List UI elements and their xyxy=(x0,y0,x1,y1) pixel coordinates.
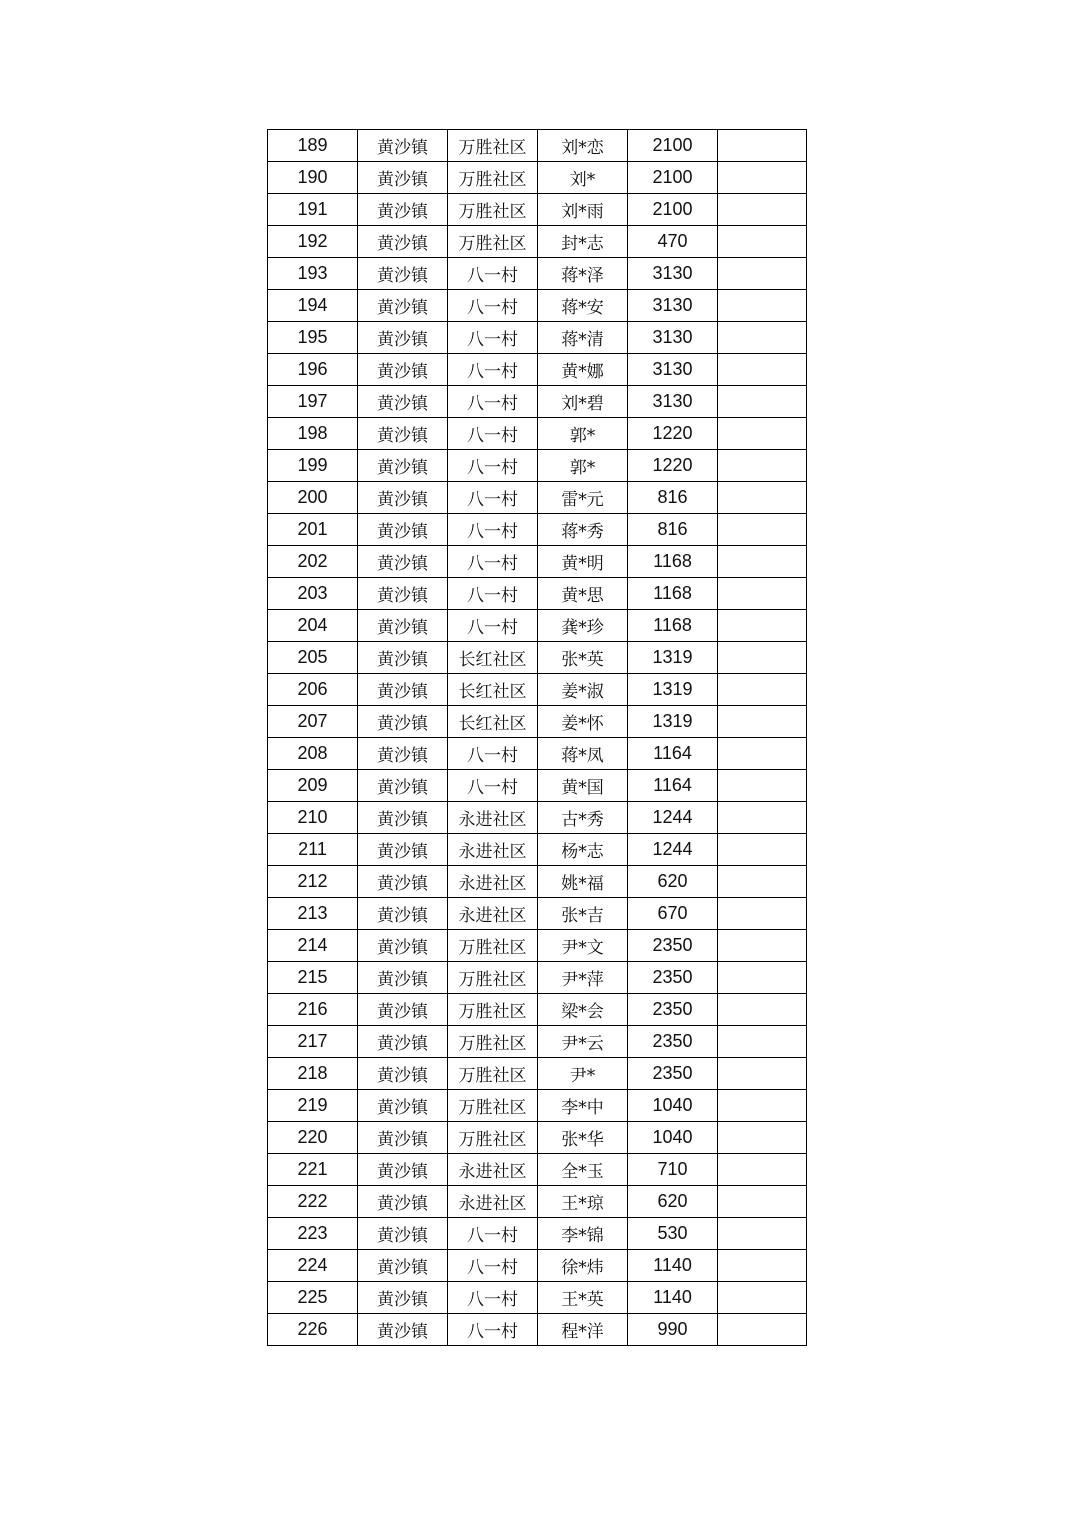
cell-village: 万胜社区 xyxy=(448,1058,538,1090)
cell-amount: 1220 xyxy=(628,450,718,482)
cell-amount: 2350 xyxy=(628,962,718,994)
cell-index: 203 xyxy=(268,578,358,610)
cell-name: 李*锦 xyxy=(538,1218,628,1250)
cell-amount: 2100 xyxy=(628,130,718,162)
cell-index: 195 xyxy=(268,322,358,354)
cell-index: 224 xyxy=(268,1250,358,1282)
table-row xyxy=(268,1090,807,1122)
table-row xyxy=(268,706,807,738)
table-row xyxy=(268,610,807,642)
cell-name: 蒋*清 xyxy=(538,322,628,354)
cell-amount: 1040 xyxy=(628,1122,718,1154)
cell-name: 蒋*凤 xyxy=(538,738,628,770)
cell-town: 黄沙镇 xyxy=(358,482,448,514)
cell-town: 黄沙镇 xyxy=(358,706,448,738)
cell-name: 龚*珍 xyxy=(538,610,628,642)
table-row xyxy=(268,1154,807,1186)
cell-amount: 3130 xyxy=(628,386,718,418)
cell-index: 214 xyxy=(268,930,358,962)
cell-name: 张*英 xyxy=(538,642,628,674)
cell-name: 尹* xyxy=(538,1058,628,1090)
cell-name: 刘*雨 xyxy=(538,194,628,226)
cell-town: 黄沙镇 xyxy=(358,258,448,290)
cell-name: 刘*恋 xyxy=(538,130,628,162)
cell-amount: 990 xyxy=(628,1314,718,1346)
table-row xyxy=(268,290,807,322)
cell-index: 213 xyxy=(268,898,358,930)
table-row xyxy=(268,1122,807,1154)
cell-index: 210 xyxy=(268,802,358,834)
cell-village: 万胜社区 xyxy=(448,130,538,162)
table-row xyxy=(268,258,807,290)
cell-index: 193 xyxy=(268,258,358,290)
cell-amount: 710 xyxy=(628,1154,718,1186)
table-row xyxy=(268,322,807,354)
cell-note xyxy=(718,610,807,642)
table-row xyxy=(268,1186,807,1218)
cell-name: 尹*萍 xyxy=(538,962,628,994)
cell-village: 八一村 xyxy=(448,610,538,642)
cell-name: 程*洋 xyxy=(538,1314,628,1346)
cell-amount: 816 xyxy=(628,514,718,546)
cell-amount: 1244 xyxy=(628,802,718,834)
cell-index: 189 xyxy=(268,130,358,162)
cell-village: 八一村 xyxy=(448,578,538,610)
cell-town: 黄沙镇 xyxy=(358,1218,448,1250)
table-row xyxy=(268,514,807,546)
cell-name: 姜*淑 xyxy=(538,674,628,706)
cell-index: 216 xyxy=(268,994,358,1026)
cell-index: 204 xyxy=(268,610,358,642)
cell-town: 黄沙镇 xyxy=(358,546,448,578)
cell-amount: 670 xyxy=(628,898,718,930)
cell-town: 黄沙镇 xyxy=(358,1122,448,1154)
cell-index: 215 xyxy=(268,962,358,994)
table-row xyxy=(268,482,807,514)
cell-note xyxy=(718,386,807,418)
cell-amount: 1164 xyxy=(628,770,718,802)
cell-village: 八一村 xyxy=(448,738,538,770)
cell-index: 201 xyxy=(268,514,358,546)
cell-village: 万胜社区 xyxy=(448,194,538,226)
cell-amount: 1140 xyxy=(628,1282,718,1314)
table-row xyxy=(268,1282,807,1314)
cell-name: 梁*会 xyxy=(538,994,628,1026)
cell-name: 尹*云 xyxy=(538,1026,628,1058)
cell-index: 207 xyxy=(268,706,358,738)
cell-amount: 1168 xyxy=(628,610,718,642)
cell-note xyxy=(718,194,807,226)
cell-index: 221 xyxy=(268,1154,358,1186)
cell-village: 八一村 xyxy=(448,290,538,322)
cell-amount: 620 xyxy=(628,866,718,898)
cell-note xyxy=(718,450,807,482)
cell-village: 八一村 xyxy=(448,258,538,290)
cell-index: 220 xyxy=(268,1122,358,1154)
table-row xyxy=(268,962,807,994)
cell-town: 黄沙镇 xyxy=(358,514,448,546)
cell-amount: 1244 xyxy=(628,834,718,866)
table-row xyxy=(268,1250,807,1282)
cell-note xyxy=(718,226,807,258)
cell-note xyxy=(718,1090,807,1122)
cell-town: 黄沙镇 xyxy=(358,1058,448,1090)
cell-town: 黄沙镇 xyxy=(358,610,448,642)
cell-village: 永进社区 xyxy=(448,1154,538,1186)
table-row xyxy=(268,866,807,898)
cell-name: 姜*怀 xyxy=(538,706,628,738)
cell-village: 八一村 xyxy=(448,1250,538,1282)
cell-name: 封*志 xyxy=(538,226,628,258)
cell-note xyxy=(718,1154,807,1186)
cell-town: 黄沙镇 xyxy=(358,322,448,354)
cell-note xyxy=(718,322,807,354)
cell-note xyxy=(718,1218,807,1250)
cell-note xyxy=(718,706,807,738)
cell-amount: 2350 xyxy=(628,930,718,962)
cell-village: 万胜社区 xyxy=(448,162,538,194)
cell-amount: 1040 xyxy=(628,1090,718,1122)
cell-index: 226 xyxy=(268,1314,358,1346)
cell-village: 八一村 xyxy=(448,514,538,546)
cell-town: 黄沙镇 xyxy=(358,802,448,834)
cell-name: 郭* xyxy=(538,450,628,482)
cell-note xyxy=(718,834,807,866)
cell-index: 217 xyxy=(268,1026,358,1058)
cell-name: 黄*思 xyxy=(538,578,628,610)
cell-town: 黄沙镇 xyxy=(358,194,448,226)
cell-village: 八一村 xyxy=(448,354,538,386)
table-row xyxy=(268,162,807,194)
cell-note xyxy=(718,1282,807,1314)
cell-name: 王*琼 xyxy=(538,1186,628,1218)
cell-amount: 2350 xyxy=(628,994,718,1026)
cell-amount: 3130 xyxy=(628,290,718,322)
cell-name: 王*英 xyxy=(538,1282,628,1314)
cell-name: 姚*福 xyxy=(538,866,628,898)
cell-name: 郭* xyxy=(538,418,628,450)
cell-note xyxy=(718,354,807,386)
cell-town: 黄沙镇 xyxy=(358,930,448,962)
cell-village: 八一村 xyxy=(448,418,538,450)
cell-note xyxy=(718,770,807,802)
cell-town: 黄沙镇 xyxy=(358,994,448,1026)
cell-index: 194 xyxy=(268,290,358,322)
cell-index: 191 xyxy=(268,194,358,226)
cell-name: 蒋*泽 xyxy=(538,258,628,290)
cell-index: 225 xyxy=(268,1282,358,1314)
cell-village: 万胜社区 xyxy=(448,1122,538,1154)
cell-name: 刘*碧 xyxy=(538,386,628,418)
table-row xyxy=(268,1314,807,1346)
cell-index: 209 xyxy=(268,770,358,802)
cell-village: 八一村 xyxy=(448,1218,538,1250)
table-row xyxy=(268,770,807,802)
table-row xyxy=(268,930,807,962)
cell-town: 黄沙镇 xyxy=(358,674,448,706)
cell-town: 黄沙镇 xyxy=(358,450,448,482)
cell-amount: 1140 xyxy=(628,1250,718,1282)
cell-index: 218 xyxy=(268,1058,358,1090)
table-row xyxy=(268,1218,807,1250)
cell-note xyxy=(718,130,807,162)
cell-note xyxy=(718,258,807,290)
cell-town: 黄沙镇 xyxy=(358,962,448,994)
table-row xyxy=(268,738,807,770)
table-row xyxy=(268,898,807,930)
cell-amount: 1220 xyxy=(628,418,718,450)
cell-index: 205 xyxy=(268,642,358,674)
cell-index: 196 xyxy=(268,354,358,386)
cell-note xyxy=(718,802,807,834)
cell-note xyxy=(718,898,807,930)
cell-note xyxy=(718,1122,807,1154)
cell-town: 黄沙镇 xyxy=(358,578,448,610)
table-row xyxy=(268,450,807,482)
cell-town: 黄沙镇 xyxy=(358,418,448,450)
cell-note xyxy=(718,1186,807,1218)
cell-village: 八一村 xyxy=(448,770,538,802)
table-row xyxy=(268,226,807,258)
cell-amount: 1319 xyxy=(628,674,718,706)
table-row xyxy=(268,802,807,834)
cell-town: 黄沙镇 xyxy=(358,1314,448,1346)
cell-note xyxy=(718,642,807,674)
cell-town: 黄沙镇 xyxy=(358,226,448,258)
cell-index: 219 xyxy=(268,1090,358,1122)
cell-name: 黄*明 xyxy=(538,546,628,578)
cell-amount: 2100 xyxy=(628,194,718,226)
table-row xyxy=(268,418,807,450)
cell-index: 199 xyxy=(268,450,358,482)
cell-note xyxy=(718,962,807,994)
cell-note xyxy=(718,482,807,514)
cell-amount: 2350 xyxy=(628,1026,718,1058)
cell-note xyxy=(718,1058,807,1090)
cell-village: 永进社区 xyxy=(448,898,538,930)
cell-town: 黄沙镇 xyxy=(358,1250,448,1282)
cell-index: 198 xyxy=(268,418,358,450)
cell-name: 雷*元 xyxy=(538,482,628,514)
cell-village: 万胜社区 xyxy=(448,994,538,1026)
cell-note xyxy=(718,418,807,450)
cell-amount: 1319 xyxy=(628,706,718,738)
cell-note xyxy=(718,930,807,962)
cell-index: 222 xyxy=(268,1186,358,1218)
cell-index: 206 xyxy=(268,674,358,706)
table-row xyxy=(268,994,807,1026)
cell-amount: 816 xyxy=(628,482,718,514)
cell-town: 黄沙镇 xyxy=(358,386,448,418)
cell-index: 190 xyxy=(268,162,358,194)
table-row xyxy=(268,546,807,578)
cell-village: 八一村 xyxy=(448,386,538,418)
cell-village: 万胜社区 xyxy=(448,962,538,994)
cell-amount: 1168 xyxy=(628,546,718,578)
cell-village: 八一村 xyxy=(448,546,538,578)
cell-name: 黄*娜 xyxy=(538,354,628,386)
cell-note xyxy=(718,162,807,194)
cell-index: 211 xyxy=(268,834,358,866)
cell-name: 蒋*安 xyxy=(538,290,628,322)
cell-town: 黄沙镇 xyxy=(358,738,448,770)
cell-index: 197 xyxy=(268,386,358,418)
cell-village: 长红社区 xyxy=(448,642,538,674)
cell-village: 长红社区 xyxy=(448,674,538,706)
cell-name: 刘* xyxy=(538,162,628,194)
cell-note xyxy=(718,514,807,546)
cell-town: 黄沙镇 xyxy=(358,1154,448,1186)
cell-town: 黄沙镇 xyxy=(358,290,448,322)
cell-amount: 3130 xyxy=(628,322,718,354)
cell-amount: 1164 xyxy=(628,738,718,770)
table-row xyxy=(268,1026,807,1058)
cell-index: 202 xyxy=(268,546,358,578)
cell-village: 万胜社区 xyxy=(448,226,538,258)
cell-note xyxy=(718,1026,807,1058)
cell-village: 八一村 xyxy=(448,322,538,354)
cell-village: 永进社区 xyxy=(448,866,538,898)
cell-town: 黄沙镇 xyxy=(358,162,448,194)
cell-name: 尹*文 xyxy=(538,930,628,962)
cell-village: 长红社区 xyxy=(448,706,538,738)
table-row xyxy=(268,386,807,418)
cell-town: 黄沙镇 xyxy=(358,642,448,674)
table-row xyxy=(268,130,807,162)
cell-amount: 470 xyxy=(628,226,718,258)
table-row xyxy=(268,354,807,386)
cell-amount: 2350 xyxy=(628,1058,718,1090)
data-table xyxy=(267,129,807,1346)
table-row xyxy=(268,674,807,706)
cell-village: 八一村 xyxy=(448,1282,538,1314)
cell-town: 黄沙镇 xyxy=(358,130,448,162)
cell-town: 黄沙镇 xyxy=(358,354,448,386)
cell-town: 黄沙镇 xyxy=(358,866,448,898)
cell-village: 万胜社区 xyxy=(448,1090,538,1122)
cell-note xyxy=(718,1250,807,1282)
cell-note xyxy=(718,866,807,898)
cell-note xyxy=(718,994,807,1026)
cell-note xyxy=(718,674,807,706)
table-row xyxy=(268,578,807,610)
cell-name: 全*玉 xyxy=(538,1154,628,1186)
cell-village: 八一村 xyxy=(448,1314,538,1346)
cell-name: 徐*炜 xyxy=(538,1250,628,1282)
cell-amount: 1168 xyxy=(628,578,718,610)
cell-village: 万胜社区 xyxy=(448,1026,538,1058)
cell-amount: 2100 xyxy=(628,162,718,194)
cell-village: 八一村 xyxy=(448,482,538,514)
cell-name: 黄*国 xyxy=(538,770,628,802)
cell-amount: 1319 xyxy=(628,642,718,674)
cell-name: 蒋*秀 xyxy=(538,514,628,546)
table-body xyxy=(268,130,807,1346)
cell-village: 永进社区 xyxy=(448,802,538,834)
cell-index: 212 xyxy=(268,866,358,898)
cell-name: 李*中 xyxy=(538,1090,628,1122)
cell-amount: 530 xyxy=(628,1218,718,1250)
cell-village: 永进社区 xyxy=(448,1186,538,1218)
table-row xyxy=(268,194,807,226)
cell-town: 黄沙镇 xyxy=(358,834,448,866)
cell-town: 黄沙镇 xyxy=(358,1090,448,1122)
cell-index: 192 xyxy=(268,226,358,258)
cell-town: 黄沙镇 xyxy=(358,1186,448,1218)
cell-index: 208 xyxy=(268,738,358,770)
cell-note xyxy=(718,290,807,322)
cell-note xyxy=(718,738,807,770)
table-row xyxy=(268,1058,807,1090)
cell-amount: 3130 xyxy=(628,354,718,386)
cell-note xyxy=(718,578,807,610)
cell-name: 古*秀 xyxy=(538,802,628,834)
cell-town: 黄沙镇 xyxy=(358,770,448,802)
cell-village: 八一村 xyxy=(448,450,538,482)
table-row xyxy=(268,834,807,866)
cell-index: 223 xyxy=(268,1218,358,1250)
cell-name: 张*吉 xyxy=(538,898,628,930)
cell-town: 黄沙镇 xyxy=(358,1282,448,1314)
cell-name: 张*华 xyxy=(538,1122,628,1154)
cell-town: 黄沙镇 xyxy=(358,898,448,930)
cell-town: 黄沙镇 xyxy=(358,1026,448,1058)
table-row xyxy=(268,642,807,674)
cell-village: 万胜社区 xyxy=(448,930,538,962)
cell-amount: 3130 xyxy=(628,258,718,290)
cell-name: 杨*志 xyxy=(538,834,628,866)
cell-village: 永进社区 xyxy=(448,834,538,866)
cell-amount: 620 xyxy=(628,1186,718,1218)
cell-index: 200 xyxy=(268,482,358,514)
cell-note xyxy=(718,546,807,578)
cell-note xyxy=(718,1314,807,1346)
